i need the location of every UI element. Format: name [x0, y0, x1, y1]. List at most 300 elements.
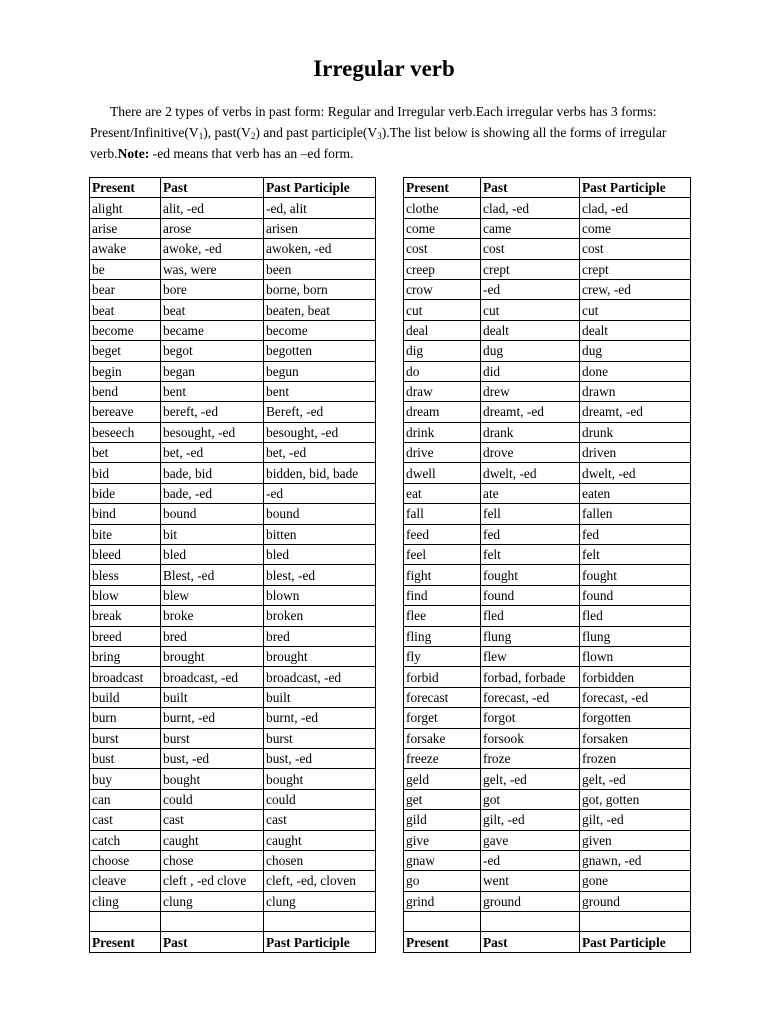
cell-past: bought	[161, 769, 264, 789]
cell-present: bide	[90, 483, 161, 503]
cell-past: brought	[161, 646, 264, 666]
cell-past: burst	[161, 728, 264, 748]
table-row	[90, 667, 376, 687]
table-row	[90, 810, 376, 830]
cell-past-participle: come	[580, 218, 691, 238]
cell-present: bite	[90, 524, 161, 544]
cell-past: -ed	[481, 850, 580, 870]
cell-present: dig	[404, 341, 481, 361]
cell-past-participle: forbidden	[580, 667, 691, 687]
cell-past-participle: cost	[580, 239, 691, 259]
table-row	[90, 402, 376, 422]
table-cell	[481, 912, 580, 932]
header-row	[404, 178, 691, 198]
cell-past-participle: brought	[264, 646, 376, 666]
header-present: Present	[404, 932, 481, 952]
cell-past-participle: built	[264, 687, 376, 707]
table-row	[404, 341, 691, 361]
cell-present: beat	[90, 300, 161, 320]
cell-present: go	[404, 871, 481, 891]
table-row	[90, 871, 376, 891]
cell-past: found	[481, 585, 580, 605]
cell-present: do	[404, 361, 481, 381]
cell-past: drove	[481, 443, 580, 463]
cell-past-participle: cleft, -ed, cloven	[264, 871, 376, 891]
cell-past: built	[161, 687, 264, 707]
cell-past-participle: drunk	[580, 422, 691, 442]
cell-present: broadcast	[90, 667, 161, 687]
cell-past-participle: dealt	[580, 320, 691, 340]
table-row	[404, 606, 691, 626]
cell-present: catch	[90, 830, 161, 850]
cell-past-participle: cut	[580, 300, 691, 320]
cell-past: bred	[161, 626, 264, 646]
table-row	[90, 545, 376, 565]
table-row	[90, 320, 376, 340]
note-text: -ed means that verb has an –ed form.	[149, 146, 354, 161]
right-table-header	[404, 178, 691, 198]
cell-past: blew	[161, 585, 264, 605]
table-row	[90, 218, 376, 238]
table-row	[404, 524, 691, 544]
table-row	[404, 545, 691, 565]
header-past: Past	[481, 178, 580, 198]
cell-present: bleed	[90, 545, 161, 565]
cell-past-participle: flown	[580, 646, 691, 666]
intro-text-3: ) and past participle(V	[255, 125, 378, 140]
cell-present: get	[404, 789, 481, 809]
right-table-footer	[404, 912, 691, 953]
cell-past: chose	[161, 850, 264, 870]
cell-past-participle: caught	[264, 830, 376, 850]
cell-past: broke	[161, 606, 264, 626]
cell-past: clung	[161, 891, 264, 911]
cell-past: got	[481, 789, 580, 809]
cell-past: gelt, -ed	[481, 769, 580, 789]
left-table-header	[90, 178, 376, 198]
cell-past-participle: fed	[580, 524, 691, 544]
cell-past-participle: crew, -ed	[580, 279, 691, 299]
cell-past-participle: been	[264, 259, 376, 279]
cell-present: cut	[404, 300, 481, 320]
cell-present: cling	[90, 891, 161, 911]
table-row	[90, 422, 376, 442]
cell-past: bore	[161, 279, 264, 299]
table-row	[404, 218, 691, 238]
cell-past: bound	[161, 504, 264, 524]
cell-past-participle: driven	[580, 443, 691, 463]
cell-past: forbad, forbade	[481, 667, 580, 687]
cell-past: dwelt, -ed	[481, 463, 580, 483]
cell-present: gnaw	[404, 850, 481, 870]
cell-past: broadcast, -ed	[161, 667, 264, 687]
cell-past: did	[481, 361, 580, 381]
table-row	[404, 850, 691, 870]
cell-past: dealt	[481, 320, 580, 340]
cell-past: dreamt, -ed	[481, 402, 580, 422]
cell-present: beseech	[90, 422, 161, 442]
cell-present: feel	[404, 545, 481, 565]
cell-past: awoke, -ed	[161, 239, 264, 259]
cell-present: cast	[90, 810, 161, 830]
cell-present: gild	[404, 810, 481, 830]
cell-past: forsook	[481, 728, 580, 748]
cell-past-participle: beaten, beat	[264, 300, 376, 320]
cell-past: bade, -ed	[161, 483, 264, 503]
cell-present: bless	[90, 565, 161, 585]
cell-past-participle: forecast, -ed	[580, 687, 691, 707]
cell-past: bled	[161, 545, 264, 565]
cell-past-participle: given	[580, 830, 691, 850]
cell-present: begin	[90, 361, 161, 381]
table-row	[90, 626, 376, 646]
cell-past-participle: awoken, -ed	[264, 239, 376, 259]
cell-present: drink	[404, 422, 481, 442]
table-cell	[90, 912, 161, 932]
cell-past-participle: done	[580, 361, 691, 381]
table-cell	[404, 912, 481, 932]
cell-past: fought	[481, 565, 580, 585]
table-row	[90, 606, 376, 626]
header-past-participle: Past Participle	[580, 178, 691, 198]
table-row	[404, 891, 691, 911]
cell-present: eat	[404, 483, 481, 503]
cell-present: deal	[404, 320, 481, 340]
cell-present: grind	[404, 891, 481, 911]
cell-past-participle: bitten	[264, 524, 376, 544]
cell-past-participle: bought	[264, 769, 376, 789]
cell-past-participle: bound	[264, 504, 376, 524]
cell-past: ate	[481, 483, 580, 503]
cell-past-participle: bet, -ed	[264, 443, 376, 463]
table-row	[404, 810, 691, 830]
table-row	[90, 341, 376, 361]
cell-present: draw	[404, 381, 481, 401]
cell-present: creep	[404, 259, 481, 279]
cell-present: find	[404, 585, 481, 605]
header-present: Present	[90, 932, 161, 952]
header-past: Past	[161, 932, 264, 952]
table-row	[90, 565, 376, 585]
cell-past-participle: found	[580, 585, 691, 605]
cell-past: bet, -ed	[161, 443, 264, 463]
cell-past: arose	[161, 218, 264, 238]
intro-text-1: There are 2 types of verbs in past form: Regular and Irregular verb.Each irregular verbs has 3 forms: Present/Infinitive(V	[90, 104, 657, 140]
table-row	[90, 789, 376, 809]
cell-past: ground	[481, 891, 580, 911]
cell-past: begot	[161, 341, 264, 361]
cell-past-participle: borne, born	[264, 279, 376, 299]
cell-past-participle: dwelt, -ed	[580, 463, 691, 483]
cell-past-participle: Bereft, -ed	[264, 402, 376, 422]
cell-past: forecast, -ed	[481, 687, 580, 707]
cell-past: was, were	[161, 259, 264, 279]
cell-present: choose	[90, 850, 161, 870]
table-row	[404, 667, 691, 687]
cell-present: arise	[90, 218, 161, 238]
cell-past-participle: fled	[580, 606, 691, 626]
table-row	[90, 830, 376, 850]
table-row	[404, 687, 691, 707]
table-row	[404, 646, 691, 666]
cell-present: bind	[90, 504, 161, 524]
cell-past: cleft , -ed clove	[161, 871, 264, 891]
table-row	[90, 585, 376, 605]
cell-past-participle: begun	[264, 361, 376, 381]
cell-present: can	[90, 789, 161, 809]
table-cell	[161, 912, 264, 932]
table-row	[90, 708, 376, 728]
cell-past: cast	[161, 810, 264, 830]
cell-past: bust, -ed	[161, 748, 264, 768]
cell-past: burnt, -ed	[161, 708, 264, 728]
table-row	[404, 443, 691, 463]
cell-present: cost	[404, 239, 481, 259]
cell-present: fight	[404, 565, 481, 585]
blank-row	[404, 912, 691, 932]
cell-past: caught	[161, 830, 264, 850]
header-present: Present	[90, 178, 161, 198]
header-past-participle: Past Participle	[264, 932, 376, 952]
table-row	[90, 239, 376, 259]
cell-past-participle: dug	[580, 341, 691, 361]
verb-table-right	[403, 177, 691, 953]
table-row	[90, 483, 376, 503]
cell-present: fall	[404, 504, 481, 524]
cell-past-participle: burnt, -ed	[264, 708, 376, 728]
cell-present: fly	[404, 646, 481, 666]
cell-present: freeze	[404, 748, 481, 768]
cell-past: besought, -ed	[161, 422, 264, 442]
cell-present: dwell	[404, 463, 481, 483]
table-row	[90, 259, 376, 279]
table-row	[404, 626, 691, 646]
cell-present: become	[90, 320, 161, 340]
cell-present: forecast	[404, 687, 481, 707]
cell-past: clad, -ed	[481, 198, 580, 218]
table-row	[404, 748, 691, 768]
cell-past-participle: eaten	[580, 483, 691, 503]
cell-past-participle: dreamt, -ed	[580, 402, 691, 422]
cell-present: be	[90, 259, 161, 279]
table-row	[90, 198, 376, 218]
cell-past-participle: forsaken	[580, 728, 691, 748]
header-row	[90, 178, 376, 198]
cell-past-participle: broken	[264, 606, 376, 626]
v2-subscript: 2	[250, 131, 256, 141]
table-row	[404, 871, 691, 891]
cell-past: bent	[161, 381, 264, 401]
table-row	[90, 381, 376, 401]
cell-past-participle: fought	[580, 565, 691, 585]
cell-past-participle: fallen	[580, 504, 691, 524]
right-table-body	[404, 198, 691, 912]
cell-present: build	[90, 687, 161, 707]
left-table-footer	[90, 912, 376, 953]
cell-past-participle: gelt, -ed	[580, 769, 691, 789]
table-row	[90, 769, 376, 789]
cell-past-participle: clad, -ed	[580, 198, 691, 218]
blank-row	[90, 912, 376, 932]
cell-past-participle: flung	[580, 626, 691, 646]
table-row	[404, 585, 691, 605]
cell-past-participle: -ed	[264, 483, 376, 503]
header-past: Past	[481, 932, 580, 952]
cell-present: fling	[404, 626, 481, 646]
cell-past-participle: bled	[264, 545, 376, 565]
cell-past-participle: become	[264, 320, 376, 340]
cell-present: bring	[90, 646, 161, 666]
cell-past-participle: bust, -ed	[264, 748, 376, 768]
cell-present: bust	[90, 748, 161, 768]
cell-past: began	[161, 361, 264, 381]
cell-past: alit, -ed	[161, 198, 264, 218]
cell-past-participle: burst	[264, 728, 376, 748]
cell-past: fell	[481, 504, 580, 524]
cell-past-participle: could	[264, 789, 376, 809]
v1-subscript: 1	[198, 131, 204, 141]
cell-past: could	[161, 789, 264, 809]
table-row	[404, 239, 691, 259]
cell-present: bend	[90, 381, 161, 401]
cell-past-participle: cast	[264, 810, 376, 830]
footer-header-row	[404, 932, 691, 952]
cell-past-participle: besought, -ed	[264, 422, 376, 442]
table-row	[404, 504, 691, 524]
cell-past-participle: drawn	[580, 381, 691, 401]
cell-present: give	[404, 830, 481, 850]
cell-past-participle: bred	[264, 626, 376, 646]
cell-past-participle: chosen	[264, 850, 376, 870]
cell-past-participle: bidden, bid, bade	[264, 463, 376, 483]
cell-present: flee	[404, 606, 481, 626]
cell-present: feed	[404, 524, 481, 544]
table-row	[404, 198, 691, 218]
cell-present: forsake	[404, 728, 481, 748]
table-row	[90, 850, 376, 870]
table-row	[404, 565, 691, 585]
header-present: Present	[404, 178, 481, 198]
table-row	[404, 259, 691, 279]
cell-present: geld	[404, 769, 481, 789]
cell-past: -ed	[481, 279, 580, 299]
table-row	[90, 728, 376, 748]
table-row	[90, 646, 376, 666]
table-row	[404, 300, 691, 320]
cell-present: crow	[404, 279, 481, 299]
cell-present: burst	[90, 728, 161, 748]
cell-past: fled	[481, 606, 580, 626]
table-row	[404, 830, 691, 850]
cell-present: dream	[404, 402, 481, 422]
table-cell	[264, 912, 376, 932]
cell-past: went	[481, 871, 580, 891]
table-row	[404, 361, 691, 381]
cell-present: blow	[90, 585, 161, 605]
cell-past: Blest, -ed	[161, 565, 264, 585]
cell-past-participle: frozen	[580, 748, 691, 768]
cell-present: drive	[404, 443, 481, 463]
cell-past: flung	[481, 626, 580, 646]
cell-past: bereft, -ed	[161, 402, 264, 422]
table-row	[404, 402, 691, 422]
table-row	[404, 769, 691, 789]
cell-past-participle: crept	[580, 259, 691, 279]
cell-present: buy	[90, 769, 161, 789]
cell-present: alight	[90, 198, 161, 218]
cell-present: bereave	[90, 402, 161, 422]
cell-present: beget	[90, 341, 161, 361]
cell-past-participle: gilt, -ed	[580, 810, 691, 830]
cell-past-participle: begotten	[264, 341, 376, 361]
table-row	[404, 279, 691, 299]
cell-past-participle: blown	[264, 585, 376, 605]
cell-past-participle: blest, -ed	[264, 565, 376, 585]
cell-past-participle: forgotten	[580, 708, 691, 728]
cell-past: drank	[481, 422, 580, 442]
cell-past: fed	[481, 524, 580, 544]
table-row	[404, 320, 691, 340]
table-cell	[580, 912, 691, 932]
table-row	[90, 279, 376, 299]
cell-present: awake	[90, 239, 161, 259]
table-row	[404, 422, 691, 442]
cell-present: bear	[90, 279, 161, 299]
cell-present: bet	[90, 443, 161, 463]
table-row	[90, 687, 376, 707]
cell-present: clothe	[404, 198, 481, 218]
table-row	[404, 483, 691, 503]
intro-text-4: ).The list below is showing all the forms of irregular verb.	[90, 125, 667, 161]
table-row	[404, 463, 691, 483]
cell-past: froze	[481, 748, 580, 768]
cell-past-participle: got, gotten	[580, 789, 691, 809]
cell-past-participle: felt	[580, 545, 691, 565]
cell-past: crept	[481, 259, 580, 279]
cell-past: gave	[481, 830, 580, 850]
left-table-body	[90, 198, 376, 912]
cell-past: cost	[481, 239, 580, 259]
cell-past: came	[481, 218, 580, 238]
cell-past-participle: gone	[580, 871, 691, 891]
cell-past-participle: -ed, alit	[264, 198, 376, 218]
table-row	[90, 361, 376, 381]
cell-past: bade, bid	[161, 463, 264, 483]
cell-present: come	[404, 218, 481, 238]
cell-past-participle: arisen	[264, 218, 376, 238]
header-past-participle: Past Participle	[264, 178, 376, 198]
table-row	[404, 728, 691, 748]
table-row	[90, 300, 376, 320]
table-row	[90, 443, 376, 463]
verb-table-left	[89, 177, 376, 953]
footer-header-row	[90, 932, 376, 952]
cell-past: forgot	[481, 708, 580, 728]
cell-present: forbid	[404, 667, 481, 687]
cell-present: cleave	[90, 871, 161, 891]
table-row	[90, 463, 376, 483]
table-row	[90, 524, 376, 544]
cell-past: gilt, -ed	[481, 810, 580, 830]
table-row	[404, 708, 691, 728]
cell-present: breed	[90, 626, 161, 646]
cell-past: felt	[481, 545, 580, 565]
cell-past: became	[161, 320, 264, 340]
cell-past-participle: broadcast, -ed	[264, 667, 376, 687]
intro-paragraph	[90, 101, 690, 164]
table-row	[90, 504, 376, 524]
cell-past: dug	[481, 341, 580, 361]
